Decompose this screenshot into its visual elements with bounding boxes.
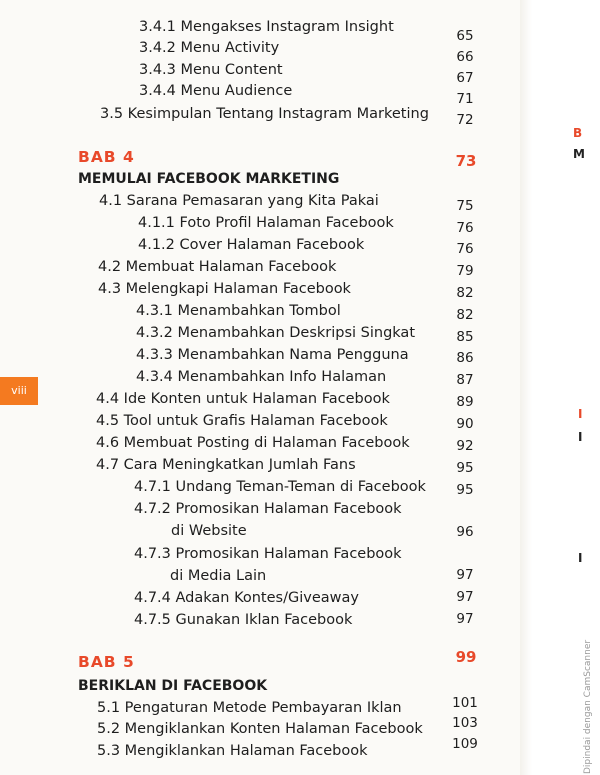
toc-entry: 3.4.4 Menu Audience	[139, 83, 293, 99]
next-page-mark: I	[578, 551, 583, 565]
toc-page-number: 67	[456, 70, 474, 86]
next-page-title-letter: M	[573, 147, 585, 161]
toc-entry: 4.5 Tool untuk Grafis Halaman Facebook	[96, 413, 388, 429]
toc-page-number: 65	[456, 28, 474, 44]
chapter-label: BAB 5	[78, 653, 135, 671]
toc-entry: 4.7.4 Adakan Kontes/Giveaway	[134, 590, 359, 606]
toc-entry: 4.7.1 Undang Teman-Teman di Facebook	[134, 479, 426, 495]
chapter-page-number: 73	[455, 152, 477, 170]
toc-entry: 4.3.1 Menambahkan Tombol	[136, 303, 341, 319]
chapter-page-number: 99	[455, 648, 477, 666]
camscanner-watermark	[583, 639, 595, 774]
toc-page-number: 90	[456, 416, 474, 432]
toc-entry: 4.7.2 Promosikan Halaman Facebook	[134, 501, 402, 517]
toc-entry: 3.5 Kesimpulan Tentang Instagram Marketing	[100, 106, 429, 122]
toc-entry: 4.1.1 Foto Profil Halaman Facebook	[138, 215, 394, 231]
toc-page-number: 89	[456, 394, 474, 410]
toc-entry: 3.4.3 Menu Content	[139, 62, 283, 78]
toc-page-number: 86	[456, 350, 474, 366]
toc-page-number: 76	[456, 220, 474, 236]
toc-page-number: 71	[456, 91, 474, 107]
chapter-title: MEMULAI FACEBOOK MARKETING	[78, 171, 340, 187]
toc-entry-continuation: di Media Lain	[170, 568, 267, 584]
toc-entry: 5.2 Mengiklankan Konten Halaman Facebook	[97, 721, 423, 737]
toc-page-number: 76	[456, 241, 474, 257]
toc-page-number: 95	[456, 460, 474, 476]
toc-page-number: 85	[456, 329, 474, 345]
chapter-title: BERIKLAN DI FACEBOOK	[78, 678, 268, 694]
toc-page-number: 97	[456, 567, 474, 583]
toc-page-number: 72	[456, 112, 474, 128]
toc-page-number: 92	[456, 438, 474, 454]
toc-page-number: 79	[456, 263, 474, 279]
toc-page-number: 101	[452, 695, 478, 711]
toc-entry: 4.7 Cara Meningkatkan Jumlah Fans	[96, 457, 356, 473]
toc-entry: 5.1 Pengaturan Metode Pembayaran Iklan	[97, 700, 402, 716]
toc-entry: 4.3.3 Menambahkan Nama Pengguna	[136, 347, 409, 363]
toc-page-number: 109	[452, 736, 478, 752]
toc-page-number: 103	[452, 715, 478, 731]
toc-page-number: 87	[456, 372, 474, 388]
toc-entry: 4.1 Sarana Pemasaran yang Kita Pakai	[99, 193, 379, 209]
next-page-mark: I	[578, 430, 583, 444]
toc-entry: 4.7.3 Promosikan Halaman Facebook	[134, 546, 402, 562]
toc-entry: 4.3.4 Menambahkan Info Halaman	[136, 369, 387, 385]
toc-page-number: 82	[456, 285, 474, 301]
toc-entry: 4.7.5 Gunakan Iklan Facebook	[134, 612, 353, 628]
toc-page-number: 96	[456, 524, 474, 540]
toc-entry: 3.4.2 Menu Activity	[139, 40, 280, 56]
next-page-mark: I	[578, 407, 583, 421]
watermark-text: Dipindai dengan CamScanner	[583, 639, 593, 774]
toc-page-number: 97	[456, 611, 474, 627]
page-number-tab: viii	[0, 377, 38, 405]
toc-page-number: 82	[456, 307, 474, 323]
next-page-chapter-letter: B	[573, 126, 583, 140]
toc-entry: 4.3 Melengkapi Halaman Facebook	[98, 281, 351, 297]
toc-page-number: 75	[456, 198, 474, 214]
toc-entry: 4.1.2 Cover Halaman Facebook	[138, 237, 365, 253]
toc-page-number: 97	[456, 589, 474, 605]
toc-entry: 4.6 Membuat Posting di Halaman Facebook	[96, 435, 410, 451]
toc-page-number: 66	[456, 49, 474, 65]
toc-entry-continuation: di Website	[171, 523, 247, 539]
toc-entry: 5.3 Mengiklankan Halaman Facebook	[97, 743, 368, 759]
chapter-label: BAB 4	[78, 148, 135, 166]
toc-page-number: 95	[456, 482, 474, 498]
toc-entry: 4.3.2 Menambahkan Deskripsi Singkat	[136, 325, 416, 341]
toc-entry: 4.4 Ide Konten untuk Halaman Facebook	[96, 391, 390, 407]
toc-entry: 3.4.1 Mengakses Instagram Insight	[139, 19, 394, 35]
toc-entry: 4.2 Membuat Halaman Facebook	[98, 259, 337, 275]
